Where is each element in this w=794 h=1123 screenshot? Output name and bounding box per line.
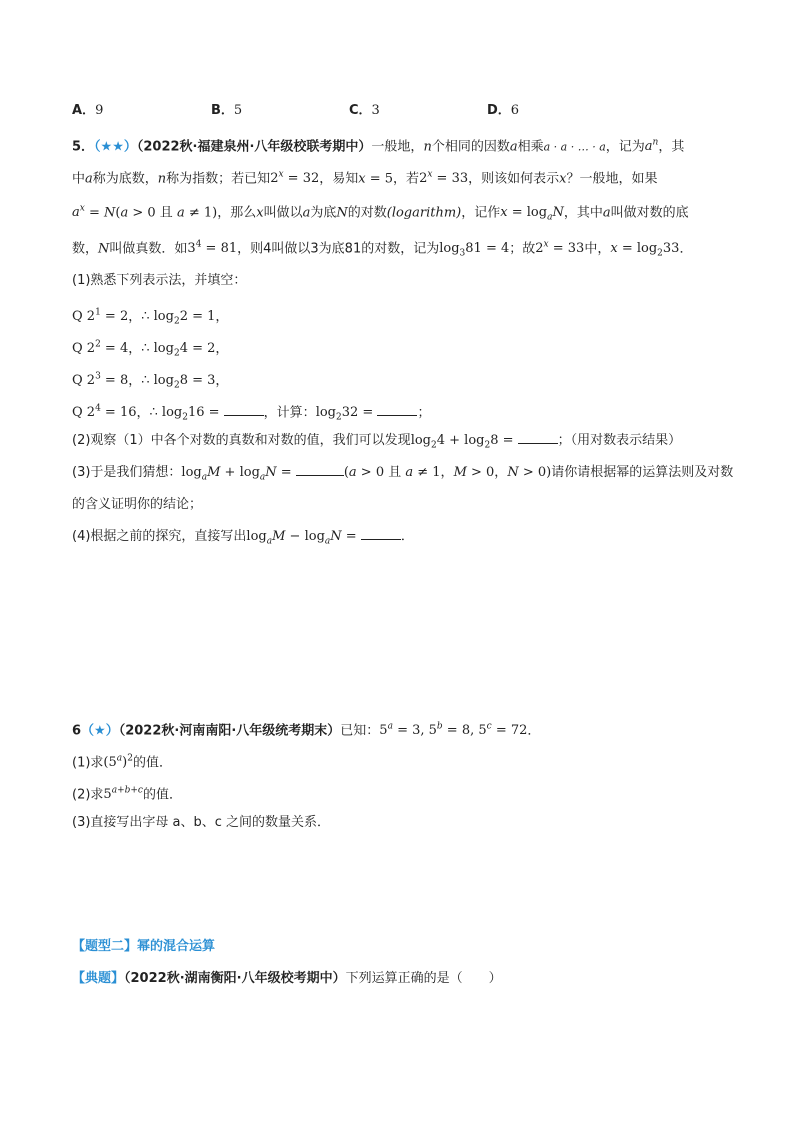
q5-example-3: Q $2^3 = 8$，∴ $\log_28 = 3$， <box>72 372 229 391</box>
q6-part-1: (1)求$(5^a)^2$的值． <box>72 754 172 771</box>
answer-blank[interactable] <box>518 431 558 444</box>
choice-d: D．6 <box>487 103 520 118</box>
q5-part-3: (3)于是我们猜想：$\log_aM + \log_aN = (a > 0$ 且 a ≠ 1，M > 0，N > 0)请你请根据幂的运算法则及对数 <box>72 465 734 483</box>
question-source: （2022秋·河南南阳·八年级统考期末） <box>118 723 341 739</box>
q5-example-4: Q $2^4 = 16$，∴ $\log_216$ = ，计算：$\log_232$ = ； <box>72 404 431 423</box>
q5-example-1: Q $2^1 = 2$，∴ $\log_22 = 1$， <box>72 308 229 327</box>
q5-part-4: (4)根据之前的探究，直接写出$\log_aM - \log_aN$ = ． <box>72 529 414 547</box>
difficulty-stars: （★） <box>81 723 119 739</box>
q6-part-2: (2)求$5^{a+b+c}$的值． <box>72 786 182 803</box>
q6-part-3: (3)直接写出字母 a、b、c 之间的数量关系． <box>72 815 331 830</box>
choice-b: B．5 <box>211 103 243 118</box>
answer-blank[interactable] <box>361 527 401 540</box>
section-heading: 【题型二】幂的混合运算 <box>72 939 216 954</box>
answer-blank[interactable] <box>224 403 264 416</box>
answer-blank[interactable] <box>296 463 344 476</box>
choice-c: C．3 <box>349 103 380 118</box>
q5-part-1: (1)熟悉下列表示法，并填空： <box>72 273 247 288</box>
choice-a: A．9 <box>72 103 104 118</box>
difficulty-stars: （★★） <box>94 139 137 155</box>
q5-part-3-cont: 的含义证明你的结论； <box>72 497 203 512</box>
q5-line-1: 5．（★★）（2022秋·福建泉州·八年级校联考期中）一般地，n个相同的因数a相乘a · a · … · a，记为$a^n$，其 <box>72 138 685 155</box>
q5-example-2: Q $2^2 = 4$，∴ $\log_24 = 2$， <box>72 340 229 359</box>
question-source: （2022秋·福建泉州·八年级校联考期中） <box>136 139 372 155</box>
q6-line-1: 6（★）（2022秋·河南南阳·八年级统考期末）已知：$5^a = 3$, $5^b = 8$, $5^c = 72$． <box>72 722 541 739</box>
q5-line-2: 中a称为底数，n称为指数；若已知$2^x = 32$，易知x = 5，若$2^x = 33$，则该如何表示x？一般地，如果 <box>72 170 658 187</box>
q5-line-4: 数，N叫做真数．如$3^4 = 81$，则4叫做以3为底81的对数，记为$\log_381 = 4$；故$2^x = 33$中，$x = \log_233$． <box>72 240 693 259</box>
example-question: 【典题】（2022秋·湖南衡阳·八年级校考期中）下列运算正确的是（ ） <box>72 971 502 986</box>
answer-blank[interactable] <box>377 403 417 416</box>
q5-part-2: (2)观察（1）中各个对数的真数和对数的值，我们可以发现$\log_24 + \log_28$ = ；（用对数表示结果） <box>72 433 682 451</box>
q5-line-3: $a^x = N(a > 0$ 且 a ≠ 1)，那么x叫做以a为底N的对数(logarithm)，记作$x = \log_aN$，其中a叫做对数的底 <box>72 204 689 223</box>
